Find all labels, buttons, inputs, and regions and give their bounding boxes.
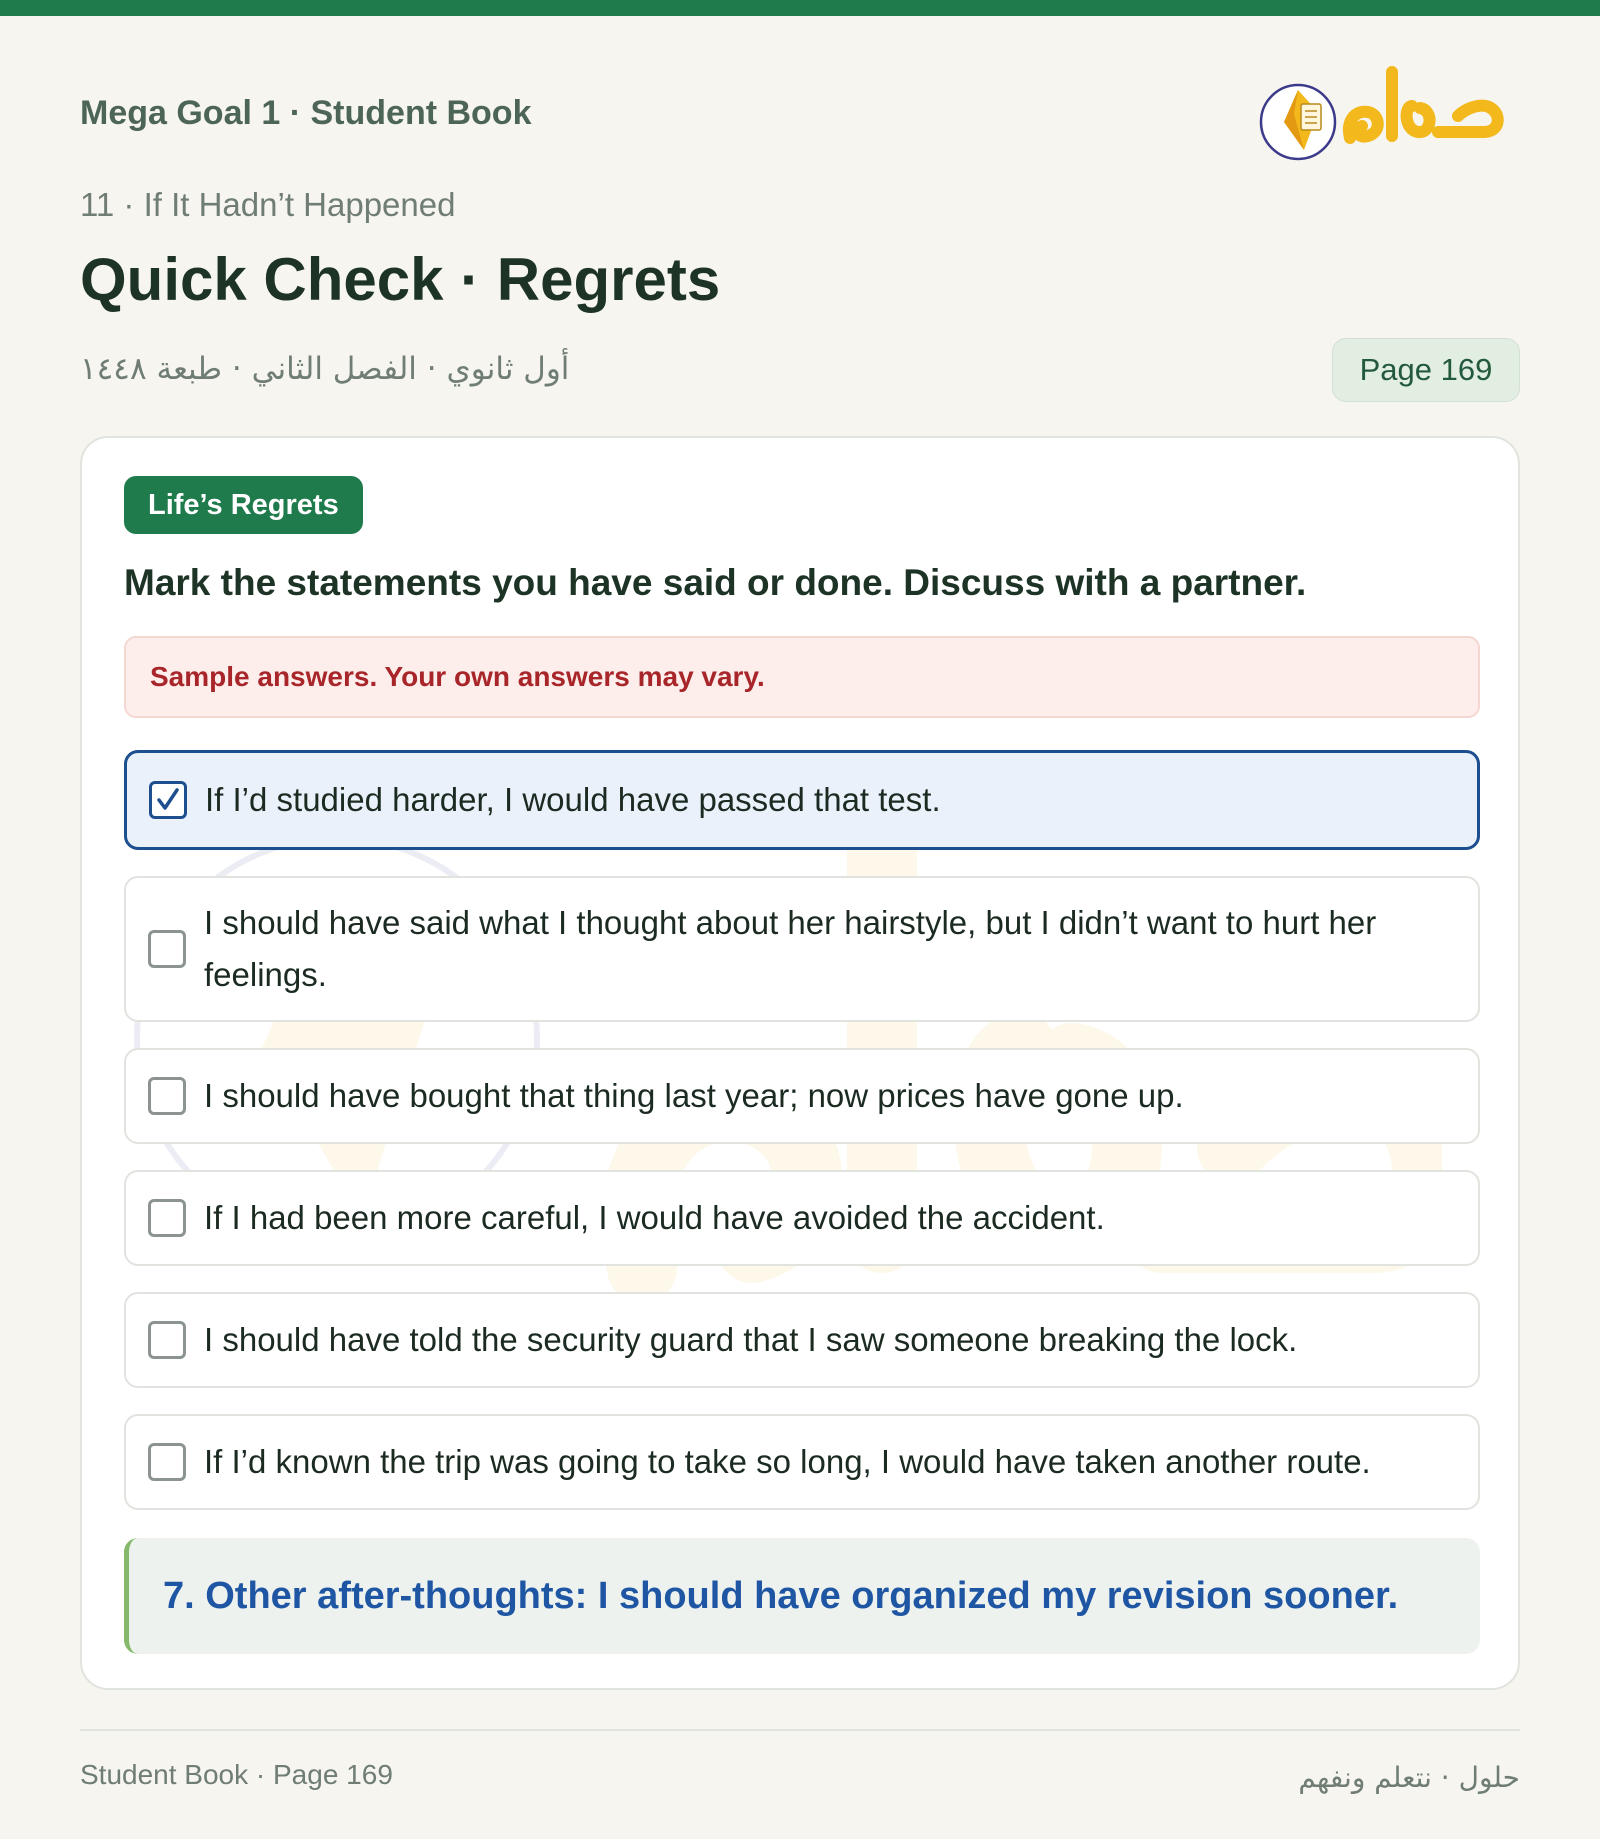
checkmark-icon [154,786,182,814]
page-title: Quick Check · Regrets [80,246,721,313]
checkbox[interactable] [148,1321,186,1359]
footer-divider [80,1729,1520,1731]
footer-page-label: Student Book · Page 169 [80,1759,393,1790]
top-accent-bar [0,0,1600,16]
page-badge: Page 169 [1332,338,1520,402]
footer-brand-tagline: حلول · نتعلم ونفهم [1298,1761,1520,1794]
checkbox[interactable] [148,1443,186,1481]
checkbox[interactable] [148,1077,186,1115]
arabic-subtitle: أول ثانوي · الفصل الثاني · طبعة ١٤٤٨ [80,351,570,387]
statement-text: If I’d studied harder, I would have passed that test. [205,781,941,818]
sample-answers-notice: Sample answers. Your own answers may vary. [124,636,1480,718]
exercise-card [80,436,1520,1690]
instruction-text: Mark the statements you have said or done. Discuss with a partner. [124,562,1307,603]
unit-line: 11 · If It Hadn’t Happened [80,186,456,223]
book-title: Mega Goal 1 · Student Book [80,94,532,132]
statement-text: I should have told the security guard that I saw someone breaking the lock. [204,1321,1298,1358]
other-after-thoughts-answer: 7. Other after-thoughts: I should have organized my revision sooner. [124,1538,1480,1654]
statement-text: If I’d known the trip was going to take so long, I would have taken another route. [204,1443,1371,1480]
statement-item-3[interactable] [124,1048,1480,1144]
statement-text: I should have said what I thought about her hairstyle, but I didn’t want to hurt her feelings. [204,904,1377,993]
statement-item-6[interactable] [124,1414,1480,1510]
checkbox[interactable] [148,1199,186,1237]
checkbox-checked[interactable] [149,781,187,819]
section-tag: Life’s Regrets [124,476,363,534]
statement-text: If I had been more careful, I would have avoided the accident. [204,1199,1105,1236]
statement-item-2[interactable] [124,876,1480,1022]
statement-item-4[interactable] [124,1170,1480,1266]
checkbox[interactable] [148,930,186,968]
statement-item-1[interactable] [124,750,1480,850]
statement-item-5[interactable] [124,1292,1480,1388]
statement-text: I should have bought that thing last year; now prices have gone up. [204,1077,1184,1114]
hulool-logo[interactable] [1258,64,1510,164]
